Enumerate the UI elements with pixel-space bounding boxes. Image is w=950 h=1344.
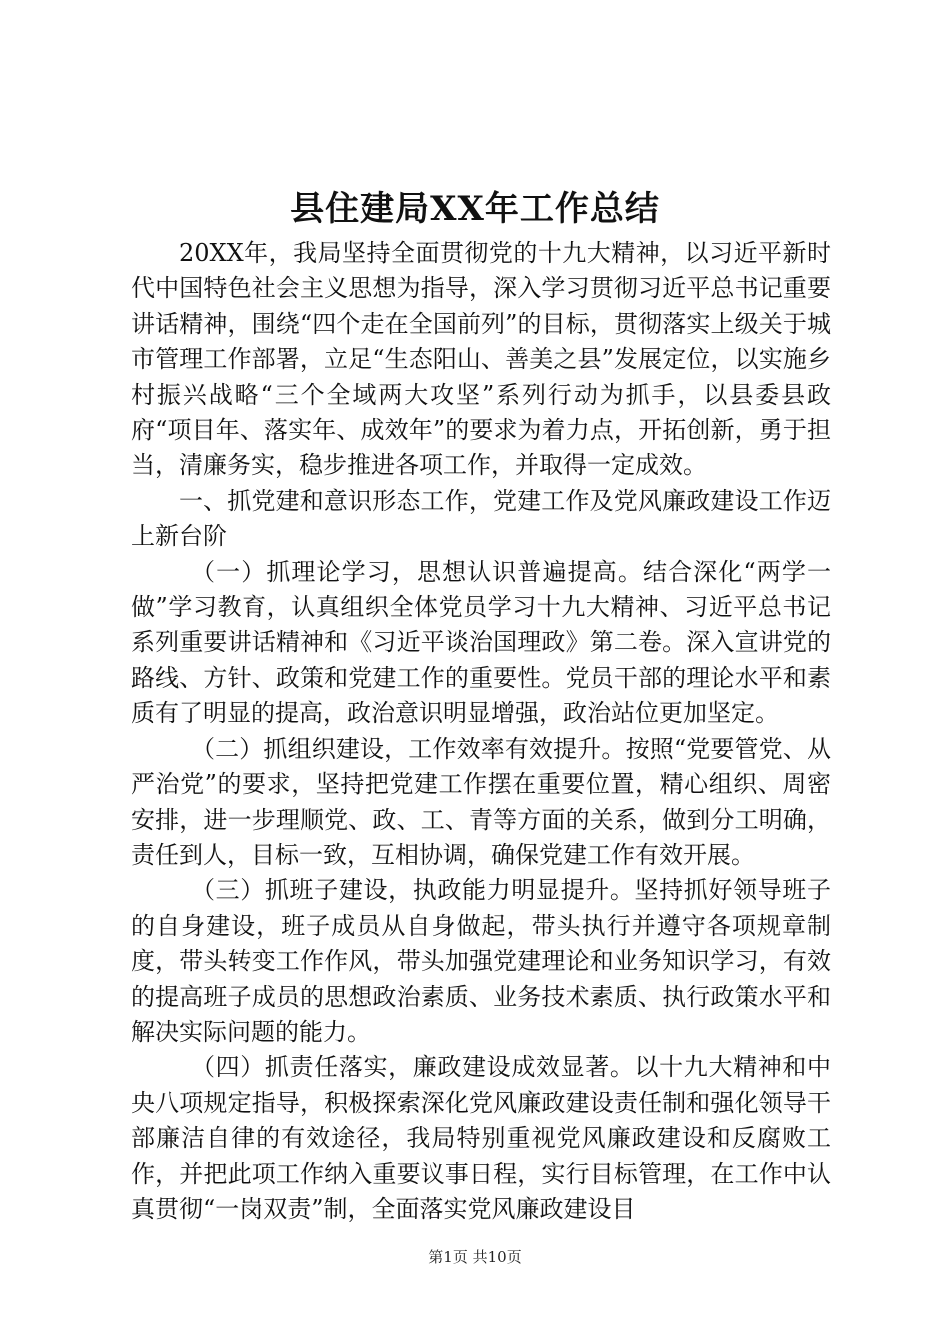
- subsection-paragraph-2: （二）抓组织建设，工作效率有效提升。按照“党要管党、从严治党”的要求，坚持把党建工作摆在重要位置，精心组织、周密安排，进一步理顺党、政、工、青等方面的关系，做到分工明确，责任到人，目标一致，互相协调，确保党建工作有效开展。: [131, 734, 831, 869]
- page-footer: 第1页 共10页: [428, 1248, 522, 1266]
- subsection-paragraph-1: （一）抓理论学习，思想认识普遍提高。结合深化“两学一做”学习教育，认真组织全体党员学习十九大精神、习近平总书记系列重要讲话精神和《习近平谈治国理政》第二卷。深入宣讲党的路线、方针、政策和党建工作的重要性。党员干部的理论水平和素质有了明显的提高，政治意识明显增强，政治站位更加坚定。: [131, 557, 831, 728]
- document-title: 县住建局XX年工作总结: [290, 189, 660, 229]
- subsection-paragraph-4: （四）抓责任落实，廉政建设成效显著。以十九大精神和中央八项规定指导，积极探索深化党风廉政建设责任制和强化领导干部廉洁自律的有效途径，我局特别重视党风廉政建设和反腐败工作，并把此项工作纳入重要议事日程，实行目标管理，在工作中认真贯彻“一岗双责”制，全面落实党风廉政建设目: [131, 1053, 831, 1223]
- intro-paragraph: 20XX年，我局坚持全面贯彻党的十九大精神，以习近平新时代中国特色社会主义思想为指导，深入学习贯彻习近平总书记重要讲话精神，围绕“四个走在全国前列”的目标，贯彻落实上级关于城市管理工作部署，立足“生态阳山、善美之县”发展定位，以实施乡村振兴战略“三个全域两大攻坚”系列行动为抓手，以县委县政府“项目年、落实年、成效年”的要求为着力点，开拓创新，勇于担当，清廉务实，稳步推进各项工作，并取得一定成效。: [131, 239, 831, 480]
- section-heading-1: 一、抓党建和意识形态工作，党建工作及党风廉政建设工作迈上新台阶: [131, 486, 831, 551]
- document-body: [131, 236, 831, 1227]
- subsection-paragraph-3: （三）抓班子建设，执政能力明显提升。坚持抓好领导班子的自身建设，班子成员从自身做起，带头执行并遵守各项规章制度，带头转变工作作风，带头加强党建理论和业务知识学习，有效的提高班子成员的思想政治素质、业务技术素质、执行政策水平和解决实际问题的能力。: [131, 876, 831, 1046]
